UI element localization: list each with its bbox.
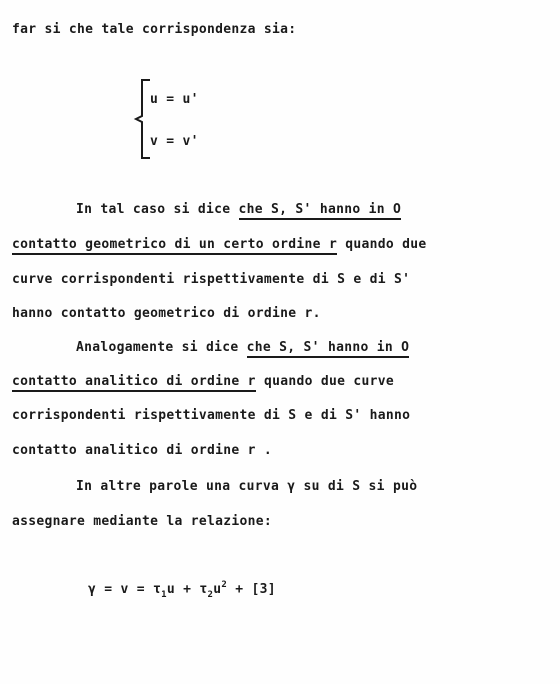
subscript-1: 1 — [161, 590, 167, 600]
underlined-phrase: che S, S' hanno in O — [247, 340, 410, 358]
paragraph-2-text: Analogamente si dice — [76, 340, 247, 355]
equation-v: v = v' — [150, 134, 199, 149]
formula-gamma — [88, 582, 276, 599]
paragraph-3-line-2: assegnare mediante la relazione: — [12, 514, 273, 529]
formula-part: u — [213, 582, 222, 597]
paragraph-1-line-1 — [76, 202, 401, 218]
paragraph-1-line-3: curve corrispondenti rispettivamente di S e di S' — [12, 272, 411, 287]
underlined-phrase: che S, S' hanno in O — [239, 202, 402, 220]
formula-part: u + τ — [166, 582, 208, 597]
subscript-2: 2 — [207, 590, 214, 600]
equation-u: u = u' — [150, 92, 199, 107]
paragraph-1-text: In tal caso si dice — [76, 202, 239, 217]
paragraph-2-line-3: corrispondenti rispettivamente di S e di S' hanno — [12, 408, 411, 423]
paragraph-2-line-2 — [12, 374, 394, 390]
gamma-symbol: γ — [88, 582, 97, 597]
superscript-2: 2 — [221, 580, 228, 590]
formula-part: = v = τ — [96, 582, 162, 597]
formula-part: + [3] — [227, 582, 276, 597]
underlined-phrase: contatto analitico di ordine r — [12, 374, 256, 392]
paragraph-3-line-1: In altre parole una curva γ su di S si può — [76, 479, 418, 494]
paragraph-2-line-4: contatto analitico di ordine r . — [12, 443, 273, 458]
underlined-phrase: contatto geometrico di un certo ordine r — [12, 237, 337, 255]
paragraph-2-line-1 — [76, 340, 409, 356]
paragraph-1-text: quando due — [337, 237, 427, 252]
text-line-1: far si che tale corrispondenza sia: — [12, 22, 297, 37]
paragraph-2-text: quando due curve — [255, 374, 394, 389]
paragraph-1-line-2 — [12, 237, 426, 253]
paragraph-1-line-4: hanno contatto geometrico di ordine r. — [12, 306, 321, 321]
